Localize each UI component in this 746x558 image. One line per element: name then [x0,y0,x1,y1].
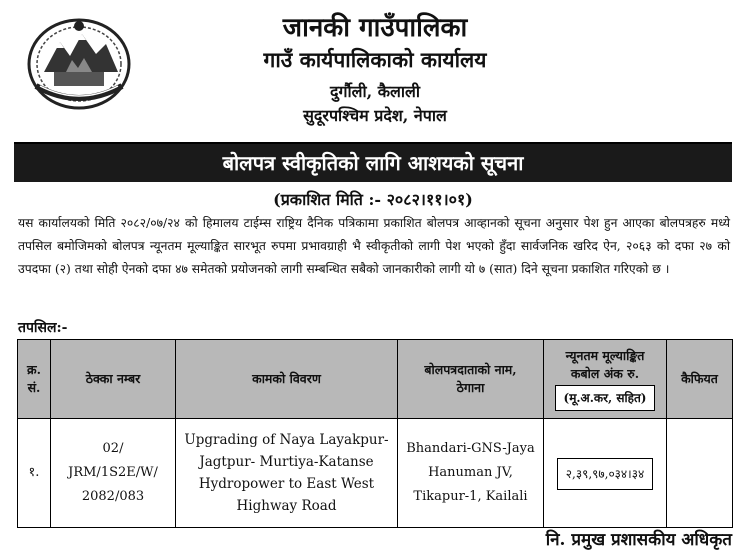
municipality-name: जानकी गाउँपालिका [282,13,468,43]
office-location: दुर्गौली, कैलाली [329,82,421,101]
col-header-description: कामको विवरण [176,340,398,419]
cell-contract: 02/ JRM/1S2E/W/ 2082/083 [51,419,176,528]
nepal-emblem-icon [26,12,132,110]
cell-bidder: Bhandari-GNS-Jaya Hanuman JV, Tikapur-1, Kailali [398,419,544,528]
notice-body: यस कार्यालयको मिति २०८२/०७/२४ को हिमालय टाईम्स राष्ट्रिय दैनिक पत्रिकामा प्रकाशित बोलपत्र आव्हानको सूचना अनुसार पेश हुन आएका बोलपत्रहरु मध्ये तपसिल बमोजिमको बोलपत्र न्यूनतम मूल्याङ्कित सारभूत रुपमा प्रभावग्राही भै स्वीकृतीको लागी पेश भएको हुँदा सार्वजनिक खरिद ऐन, २०६३ को दफा २७ को उपदफा (२) तथा सोही ऐनको दफा ४७ समेतको प्रयोजनको लागी सम्बन्धित सबैको जानकारीको लागी यो ७ (सात) दिने सूचना प्रकाशित गरिएको छ । [18,216,730,276]
col-header-sn: क्र. सं. [18,340,51,419]
office-province: सुदूरपश्चिम प्रदेश, नेपाल [303,106,447,125]
bid-table [17,339,733,528]
table-header-row [18,340,733,419]
col-header-bidder: बोलपत्रदाताको नाम, ठेगाना [398,340,544,419]
office-name: गाउँ कार्यपालिकाको कार्यालय [263,47,487,72]
col-header-contract: ठेक्का नम्बर [51,340,176,419]
signatory-title: नि. प्रमुख प्रशासकीय अधिकृत [545,530,732,550]
cell-description: Upgrading of Naya Layakpur- Jagtpur- Murtiya-Katanse Hydropower to East West Highway Road [176,419,398,528]
details-label: तपसिल:- [18,320,68,336]
table-row [18,419,733,528]
notice-heading: बोलपत्र स्वीकृतिको लागि आशयको सूचना [14,142,732,182]
vat-note: (मू.अ.कर, सहित) [555,385,656,411]
cell-sn: १. [18,419,51,528]
published-date: (प्रकाशित मिति :- २०८२।११।०१) [273,190,473,209]
cell-amount: २,३९,९७,०३४।३४ [544,419,667,528]
col-header-amount: न्यूनतम मूल्याङ्कित कबोल अंक रु. (मू.अ.कर, सहित) [544,340,667,419]
col-header-remarks: कैफियत [667,340,733,419]
cell-remarks [667,419,733,528]
